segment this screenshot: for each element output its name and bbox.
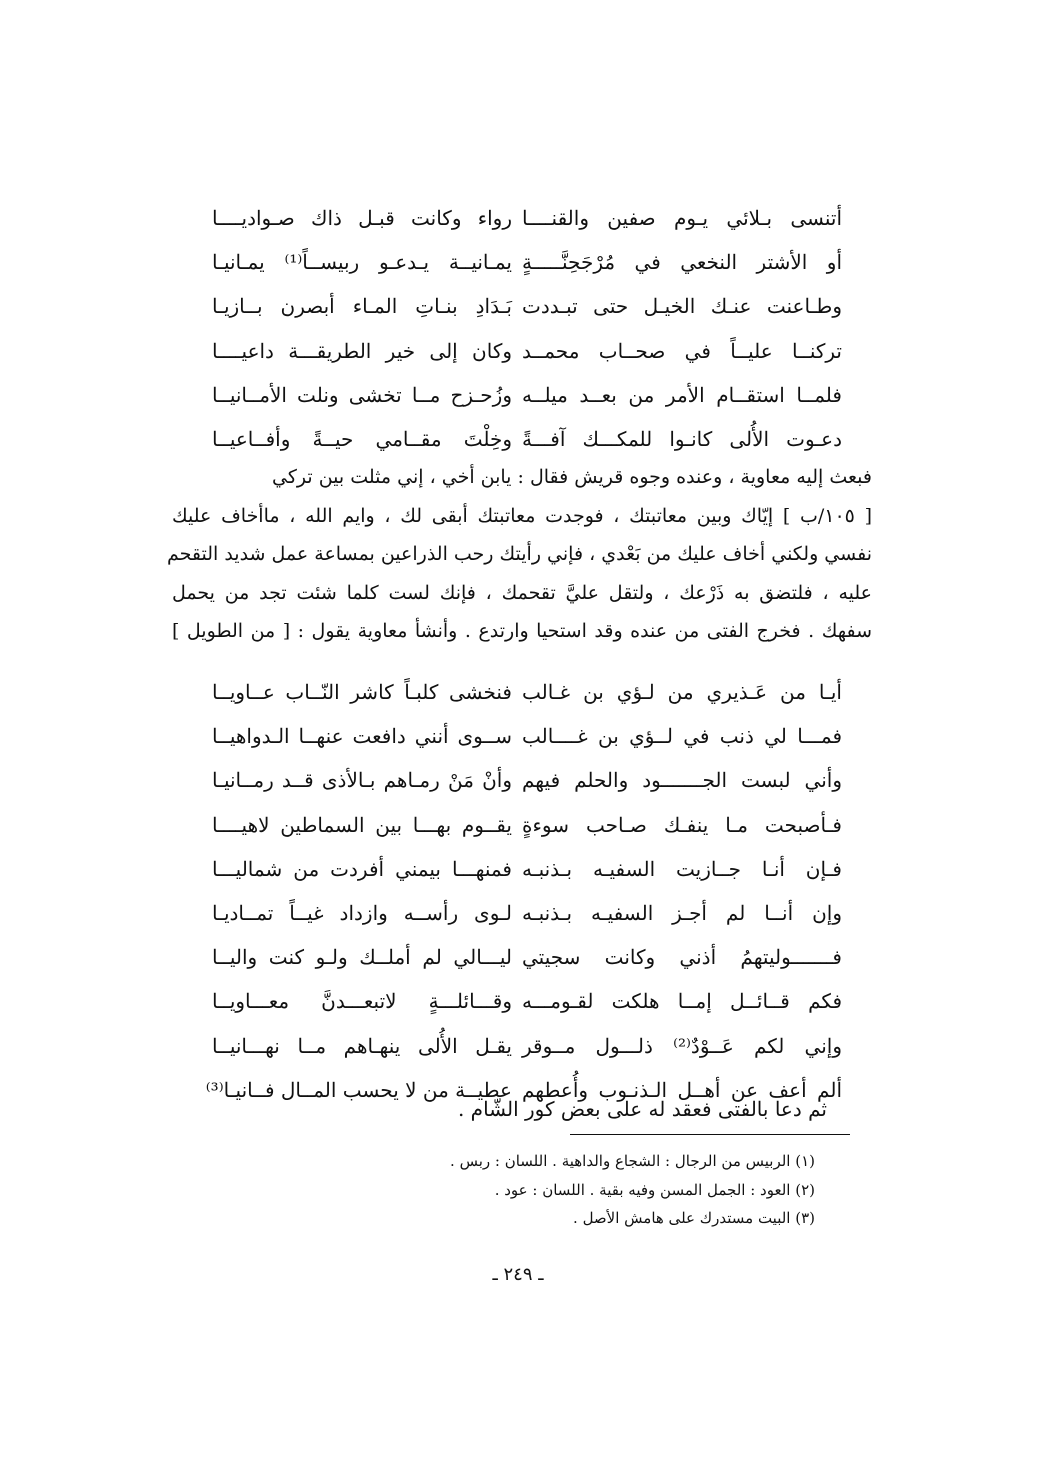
verse-second-hemistich: ليـــالي لم أملــك ولـو كنت واليــا — [212, 945, 512, 970]
verse-row — [180, 937, 870, 981]
verse-first-hemistich: أو الأشتر النخعي في مُرْجَحِنَّـــــةٍ — [522, 250, 842, 275]
verse-first-hemistich: وإن أنــا لم أجـز السفيـه بـذنبـه — [522, 900, 842, 925]
footnote: (١) الربيس من الرجال : الشجاع والداهية . اللسان : ربس . — [450, 1152, 815, 1170]
verse-row — [180, 760, 870, 804]
poem-second — [180, 672, 870, 1114]
verse-row — [180, 849, 870, 893]
verse-first-hemistich: فكم قــائــل إمــا هلكت لقـومـــه — [522, 989, 842, 1014]
verse-row — [180, 419, 870, 463]
verse-row — [180, 1026, 870, 1070]
verse-row — [180, 716, 870, 760]
page-number: ـ ٢٤٩ ـ — [492, 1264, 544, 1285]
closing-sentence: ثم دعا بالفتى فعقد له على بعض كور الشّام . — [457, 1097, 827, 1121]
verse-first-hemistich: دعـوت الأُلى كانـوا للمكـــك آفـــةً — [522, 426, 842, 451]
verse-first-hemistich: فـإن أنـا جــازيت السفيـه بـذنبـه — [522, 856, 842, 881]
verse-first-hemistich: فمـــا لي ذنب في لــؤي بن غــــالب — [522, 724, 842, 749]
prose-paragraph — [166, 458, 872, 651]
verse-second-hemistich: بَـدَادِ بنـاتِ المـاء أبصرن بــازيـا — [212, 294, 512, 319]
verse-second-hemistich: وقـــائلـــةٍ لاتبعـــدنَّ معـــاويــا — [212, 989, 512, 1014]
prose-line: [ ١٠٥/ب ] إيّاك وبين معاتبتك ، فوجدت معاتبتك أبقى لك ، وايم الله ، ماأخاف عليك — [172, 504, 872, 527]
verse-first-hemistich: وطـاعنت عنـك الخيـل حتى تبـددت — [522, 294, 842, 319]
verse-second-hemistich: ســوى أنني دافعت عنهــا الـدواهيــا — [212, 724, 512, 749]
verse-row — [180, 242, 870, 286]
prose-line: نفسي ولكني أخاف عليك من بَعْدي ، فإني رأيتك رحب الذراعين بمساعة عمل شديد التقحم — [166, 543, 872, 565]
verse-row — [180, 981, 870, 1025]
verse-row — [180, 893, 870, 937]
verse-second-hemistich: يقــوم بهـــا بين السماطين لاهيــــا — [212, 812, 512, 837]
verse-first-hemistich: وإني لكم عَــوْدٌ⁽²⁾ ذلـــول مــوقر — [522, 1033, 842, 1058]
verse-second-hemistich: يمـانيــة يـدعـو ربيســاً⁽¹⁾ يمـانيـا — [212, 250, 513, 275]
verse-first-hemistich: أتنسى بـلائي يـوم صفين والقنــــا — [522, 206, 842, 230]
verse-first-hemistich: تركنــا عليــاً في صحــاب محمــد — [522, 338, 842, 363]
prose-line: عليه ، فلتضق به ذَرْعك ، ولتقل عليَّ تقحمك ، فإنك لست كلما شئت تجد من يحمل — [172, 581, 872, 604]
verse-second-hemistich: وخِلْتَ مقــامي حيــةً وأفــاعيــا — [212, 426, 512, 451]
verse-second-hemistich: وأنْ مَنْ رمـاهم بـالأذى قــد رمــانيـا — [212, 768, 512, 793]
verse-first-hemistich: فـأصبحت مـا ينفـك صـاحب سوءةٍ — [522, 812, 842, 837]
verse-second-hemistich: فنخشى كلبـاً كاشر النّــاب عــاويــا — [212, 680, 512, 704]
verse-row — [180, 805, 870, 849]
verse-second-hemistich: لـوى رأســه وازداد غيــاً تمــاديـا — [212, 900, 512, 925]
verse-second-hemistich: فمنهـــا بيمني أفردت من شماليـــا — [212, 856, 512, 881]
footnotes — [315, 1148, 815, 1234]
prose-line: سفهك . فخرج الفتى من عنده وقد استحيا وارتدع . وأنشأ معاوية يقول : [ من الطويل ] — [172, 620, 872, 642]
verse-row — [180, 198, 870, 242]
verse-second-hemistich: وزُحـزح مــا تخشى ونلت الأمــانيــا — [212, 382, 512, 407]
verse-second-hemistich: يقـل الأُلى ينهـاهم مــا نهـــانيــا — [212, 1033, 512, 1058]
poem-first — [180, 198, 870, 463]
verse-row — [180, 672, 870, 716]
footnote: (٢) العود : الجمل المسن وفيه بقية . اللسان : عود . — [494, 1180, 815, 1199]
verse-first-hemistich: ألم أعف عن أهــل الـذنـوب وأُعطهم — [522, 1077, 842, 1102]
footnote-separator — [570, 1134, 850, 1135]
verse-second-hemistich: وكان إلى خير الطريقـــة داعيــــا — [212, 338, 512, 363]
verse-row — [180, 286, 870, 330]
verse-first-hemistich: وأني لبست الجـــــــود والحلم فيهم — [522, 768, 842, 793]
verse-row — [180, 375, 870, 419]
verse-first-hemistich: أيـا من عَـذيري من لـؤي بن غـالب — [522, 680, 842, 704]
verse-first-hemistich: فلمــا استقــام الأمر من بعــد ميلــه — [522, 382, 842, 407]
verse-row — [180, 331, 870, 375]
footnote: (٣) البيت مستدرك على هامش الأصل . — [573, 1209, 815, 1227]
verse-second-hemistich: عطيــة من لا يحسب المــال فــانيـا⁽³⁾ — [205, 1077, 512, 1102]
verse-second-hemistich: رواء وكانت قبـل ذاك صـواديــــا — [212, 206, 512, 230]
prose-line: فبعث إليه معاوية ، وعنده وجوه قريش فقال : يابن أخي ، إني مثلت بين تركي — [272, 466, 872, 488]
verse-first-hemistich: فـــــــوليتهمُ أذني وكانت سجيتي — [522, 945, 842, 970]
